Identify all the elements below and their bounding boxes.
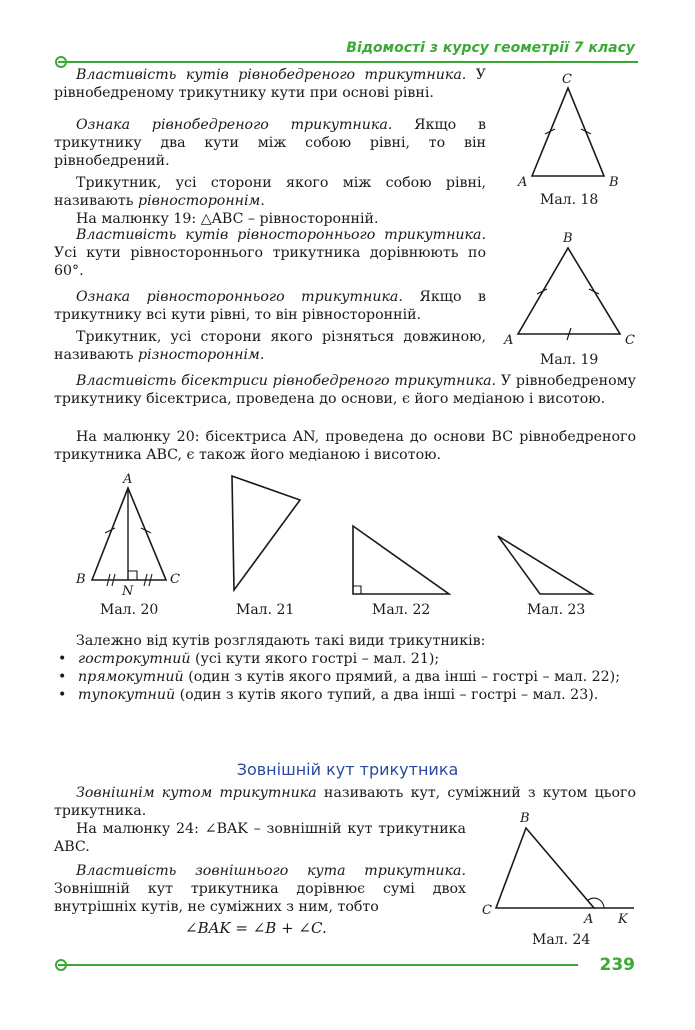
triangle-abc-20 (92, 488, 166, 580)
section-heading-exterior-angle: Зовнішній кут трикутника (236, 760, 459, 779)
label-k-24: K (618, 912, 628, 927)
paragraph-triangle-types-intro: Залежно від кутів розглядають такі види трикутників: (76, 633, 486, 649)
figure-24-exterior-angle (478, 808, 638, 930)
caption-fig22: Мал. 22 (372, 602, 431, 618)
paragraph-isosceles-criterion: Ознака рівнобедреного трикутника. Якщо в трикутнику два кути між собою рівні, то він рівнобедрений. (54, 117, 486, 169)
paragraph-equilateral-definition: Трикутник, усі сторони якого між собою рівні, називають рівностороннім. (54, 175, 486, 209)
term-equilateral-angles: Властивість кутів рівностороннього трикутника. (76, 227, 486, 243)
footer-rule (58, 964, 578, 966)
label-a-24: A (584, 912, 594, 927)
term-bisector-property: Властивість бісектриси рівнобедреного трикутника. (76, 373, 497, 389)
caption-fig20: Мал. 20 (100, 602, 159, 618)
obtuse-triangle (498, 536, 592, 594)
caption-fig19: Мал. 19 (540, 352, 599, 368)
term-scalene: різностороннім (138, 347, 260, 363)
list-item-right: • прямокутний (один з кутів якого прямий, а два інші – гострі – мал. 22); (54, 668, 636, 686)
term-exterior-angle-property: Властивість зовнішнього кута трикутника. (76, 863, 466, 879)
term-isosceles-angles: Властивість кутів рівнобедреного трикутника. (76, 67, 467, 83)
formula-exterior-angle: ∠BAK = ∠B + ∠C. (185, 919, 327, 937)
running-header: Відомості з курсу геометрії 7 класу (346, 40, 635, 56)
label-n-20: N (122, 584, 134, 599)
label-b-24: B (520, 811, 530, 826)
caption-fig23: Мал. 23 (527, 602, 586, 618)
label-c-18: C (562, 72, 572, 87)
label-c-20: C (170, 572, 180, 587)
paragraph-exterior-angle-property: Властивість зовнішнього кута трикутника. Зовнішній кут трикутника дорівнює сумі двох внутрішніх кутів, не суміжних з ним, тобто (54, 863, 466, 915)
figure-21-acute-triangle (220, 468, 310, 596)
caption-fig18: Мал. 18 (540, 192, 599, 208)
right-triangle (353, 526, 449, 594)
right-angle-mark (353, 586, 361, 594)
list-item-obtuse: • тупокутний (один з кутів якого тупий, а два інші – гострі – мал. 23). (54, 686, 636, 704)
caption-fig21: Мал. 21 (236, 602, 295, 618)
term-equilateral-criterion: Ознака рівностороннього трикутника. (76, 289, 403, 305)
paragraph-fig20-reference: На малюнку 20: бісектриса AN, проведена до основи BC рівнобедреного трикутника ABC, є також його медіаною і висотою. (54, 429, 636, 463)
label-c-24: C (482, 903, 492, 918)
page-number: 239 (599, 955, 635, 975)
paragraph-equilateral-angles: Властивість кутів рівностороннього трикутника. Усі кути рівностороннього трикутника дорівнюють по 60°. (54, 227, 486, 279)
label-c-19: C (625, 333, 635, 348)
figure-22-right-triangle (345, 518, 455, 598)
label-a-20: A (123, 472, 133, 487)
paragraph-equilateral-criterion: Ознака рівностороннього трикутника. Якщо в трикутнику всі кути рівні, то він рівносторонній. (54, 289, 486, 323)
right-angle-mark (128, 571, 137, 580)
label-a-19: A (504, 333, 514, 348)
triangle-abc-24 (496, 828, 594, 908)
figure-23-obtuse-triangle (490, 528, 600, 598)
term-exterior-angle: Зовнішнім кутом трикутника (76, 785, 317, 801)
caption-fig24: Мал. 24 (532, 932, 591, 948)
label-b-19: B (563, 231, 573, 246)
figure-19-equilateral-triangle (500, 228, 640, 350)
label-b-18: B (609, 175, 619, 190)
paragraph-bisector-property: Властивість бісектриси рівнобедреного трикутника. У рівнобедреному трикутнику бісектриса, проведена до основи, є його медіаною і висотою. (54, 373, 636, 407)
triangle-abc-18 (532, 88, 604, 176)
label-b-20: B (76, 572, 86, 587)
triangle-abc-19 (518, 248, 620, 334)
paragraph-exterior-angle-definition: Зовнішнім кутом трикутника називають кут, суміжний з кутом цього трикутника. (54, 785, 637, 819)
acute-triangle (232, 476, 300, 590)
triangle-types-list (54, 650, 636, 704)
term-isosceles-criterion: Ознака рівнобедреного трикутника. (76, 117, 393, 133)
list-item-acute: • гострокутний (усі кути якого гострі – мал. 21); (54, 650, 636, 668)
figure-20-bisector (70, 470, 190, 600)
header-rule (58, 61, 638, 63)
term-equilateral: рівностороннім (138, 193, 261, 209)
figure-18-isosceles-triangle (510, 68, 630, 190)
paragraph-fig19-reference: На малюнку 19: △ABC – рівносторонній. (76, 211, 379, 227)
paragraph-isosceles-angles: Властивість кутів рівнобедреного трикутника. У рівнобедреному трикутнику кути при основі рівні. (54, 67, 486, 101)
label-a-18: A (518, 175, 528, 190)
paragraph-scalene-definition: Трикутник, усі сторони якого різняться довжиною, називають різностороннім. (54, 329, 486, 363)
paragraph-fig24-reference: На малюнку 24: ∠BAK – зовнішній кут трикутника ABC. (54, 821, 466, 855)
